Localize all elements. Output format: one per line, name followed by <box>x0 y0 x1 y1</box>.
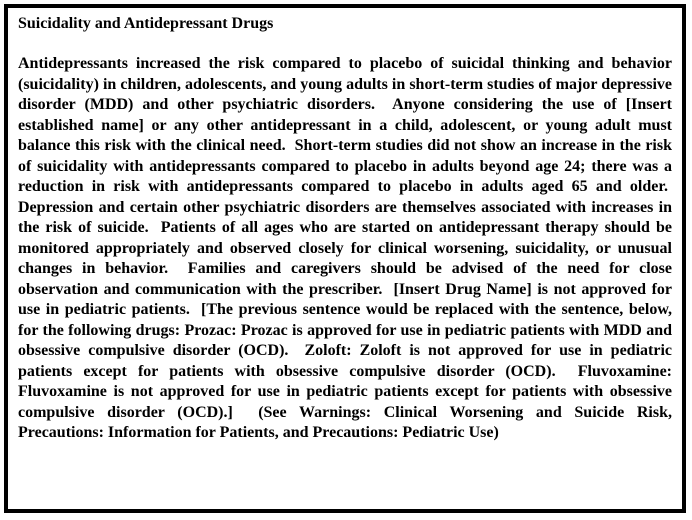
boxed-warning <box>4 4 686 513</box>
warning-body-text: Antidepressants increased the risk compared to placebo of suicidal thinking and behavior (suicidality) in children, adolescents, and young adults in short-term studies of major depressive disorder (MDD) and other psychiatric disorders. Anyone considering the use of [Insert established name] or any other antidepressant in a child, adolescent, or young adult must balance this risk with the clinical need. Short-term studies did not show an increase in the risk of suicidality with antidepressants compared to placebo in adults beyond age 24; there was a reduction in risk with antidepressants compared to placebo in adults aged 65 and older. Depression and certain other psychiatric disorders are themselves associated with increases in the risk of suicide. Patients of all ages who are started on antidepressant therapy should be monitored appropriately and observed closely for clinical worsening, suicidality, or unusual changes in behavior. Families and caregivers should be advised of the need for close observation and communication with the prescriber. [Insert Drug Name] is not approved for use in pediatric patients. [The previous sentence would be replaced with the sentence, below, for the following drugs: Prozac: Prozac is approved for use in pediatric patients with MDD and obsessive compulsive disorder (OCD). Zoloft: Zoloft is not approved for use in pediatric patients except for patients with obsessive compulsive disorder (OCD). Fluvoxamine: Fluvoxamine is not approved for use in pediatric patients except for patients with obsessive compulsive disorder (OCD).] (See Warnings: Clinical Worsening and Suicide Risk, Precautions: Information for Patients, and Precautions: Pediatric Use) <box>18 55 672 441</box>
warning-title: Suicidality and Antidepressant Drugs <box>18 15 274 32</box>
